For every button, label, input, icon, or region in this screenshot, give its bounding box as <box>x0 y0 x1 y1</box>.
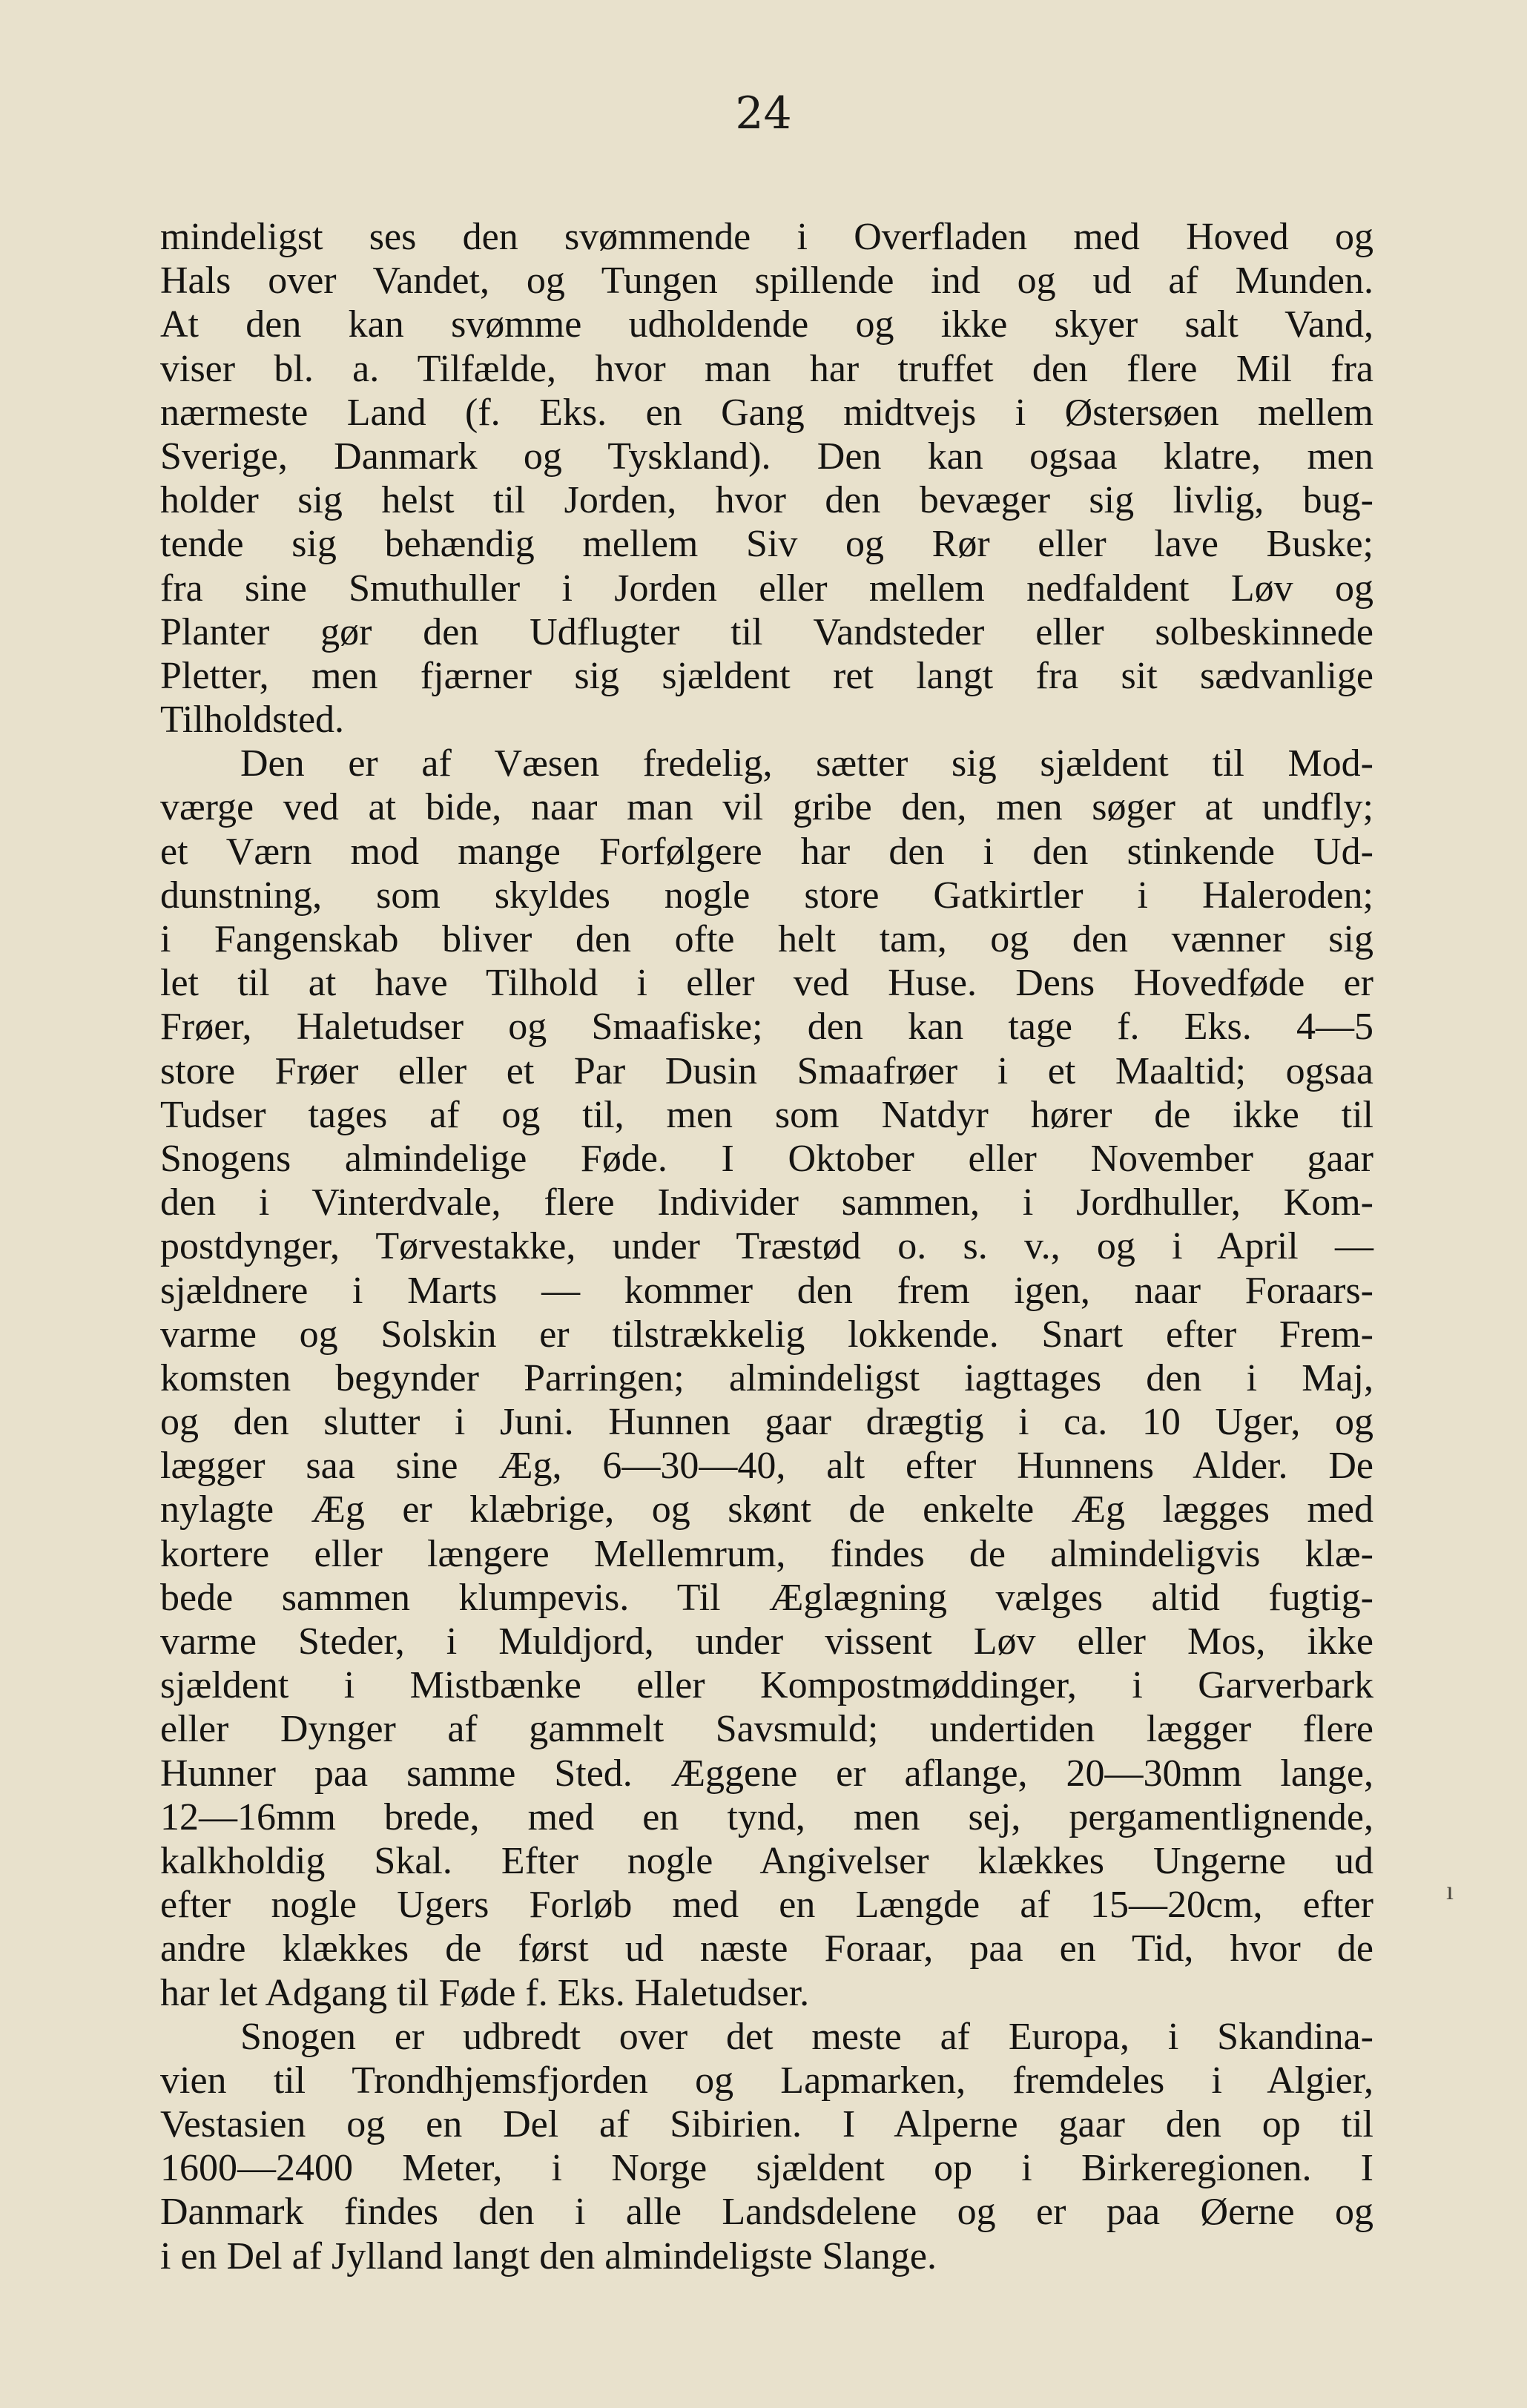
text-line: dunstning, som skyldes nogle store Gatkirtler i Haleroden; <box>160 874 1373 917</box>
text-line: 1600—2400 Meter, i Norge sjældent op i Birkeregionen. I <box>160 2147 1373 2190</box>
text-line: sjældnere i Marts — kommer den frem igen, naar Foraars- <box>160 1269 1373 1312</box>
text-line: efter nogle Ugers Forløb med en Længde af 15—20cm, efter <box>160 1884 1373 1927</box>
text-line: har let Adgang til Føde f. Eks. Haletudser. <box>160 1971 810 2014</box>
page-number: 24 <box>735 88 792 139</box>
text-line: store Frøer eller et Par Dusin Smaafrøer i et Maaltid; ogsaa <box>160 1049 1373 1092</box>
text-line: eller Dynger af gammelt Savsmuld; undertiden lægger flere <box>160 1708 1373 1751</box>
text-line: let til at have Tilhold i eller ved Huse. Dens Hovedføde er <box>160 962 1373 1005</box>
text-line: bede sammen klumpevis. Til Æglægning vælges altid fugtig- <box>160 1576 1373 1619</box>
text-line: varme og Solskin er tilstrækkelig lokkende. Snart efter Frem- <box>160 1313 1373 1356</box>
text-line: den i Vinterdvale, flere Individer sammen, i Jordhuller, Kom- <box>160 1181 1373 1224</box>
text-line: lægger saa sine Æg, 6—30—40, alt efter Hunnens Alder. De <box>160 1445 1373 1488</box>
text-line: nylagte Æg er klæbrige, og skønt de enkelte Æg lægges med <box>160 1488 1373 1531</box>
text-line: postdynger, Tørvestakke, under Træstød o. s. v., og i April — <box>160 1225 1373 1268</box>
text-line: komsten begynder Parringen; almindeligst iagttages den i Maj, <box>160 1356 1373 1399</box>
text-line: Vestasien og en Del af Sibirien. I Alperne gaar den op til <box>160 2103 1373 2146</box>
text-line: viser bl. a. Tilfælde, hvor man har truffet den flere Mil fra <box>160 347 1373 390</box>
text-line: kortere eller længere Mellemrum, findes de almindeligvis klæ- <box>160 1532 1373 1575</box>
text-line: 12—16mm brede, med en tynd, men sej, pergamentlignende, <box>160 1795 1373 1838</box>
text-line: nærmeste Land (f. Eks. en Gang midtvejs i Østersøen mellem <box>160 391 1373 434</box>
text-line: Snogens almindelige Føde. I Oktober eller November gaar <box>160 1137 1373 1180</box>
text-line: mindeligst ses den svømmende i Overfladen med Hoved og <box>160 216 1373 258</box>
text-line: Hunner paa samme Sted. Æggene er aflange, 20—30mm lange, <box>160 1752 1373 1795</box>
text-line: Tudser tages af og til, men som Natdyr hører de ikke til <box>160 1093 1373 1136</box>
text-line: et Værn mod mange Forfølgere har den i den stinkende Ud- <box>160 830 1373 873</box>
text-line: tende sig behændig mellem Siv og Rør eller lave Buske; <box>160 523 1373 566</box>
text-line: varme Steder, i Muldjord, under vissent Løv eller Mos, ikke <box>160 1620 1373 1663</box>
text-line: og den slutter i Juni. Hunnen gaar drægtig i ca. 10 Uger, og <box>160 1401 1373 1444</box>
text-line: kalkholdig Skal. Efter nogle Angivelser klækkes Ungerne ud <box>160 1839 1373 1882</box>
text-line: Hals over Vandet, og Tungen spillende ind og ud af Munden. <box>160 260 1373 303</box>
text-line: Snogen er udbredt over det meste af Europa, i Skandina- <box>240 2015 1373 2058</box>
text-line: Planter gør den Udflugter til Vandsteder eller solbeskinnede <box>160 610 1373 653</box>
text-line: Sverige, Danmark og Tyskland). Den kan ogsaa klatre, men <box>160 435 1373 478</box>
body-text <box>160 215 1373 2278</box>
margin-mark: ı <box>1446 1876 1454 1905</box>
text-line: holder sig helst til Jorden, hvor den bevæger sig livlig, bug- <box>160 479 1373 522</box>
text-line: sjældent i Mistbænke eller Kompostmøddinger, i Garverbark <box>160 1664 1373 1707</box>
text-line: Frøer, Haletudser og Smaafiske; den kan tage f. Eks. 4—5 <box>160 1006 1373 1049</box>
text-line: Pletter, men fjærner sig sjældent ret langt fra sit sædvanlige <box>160 654 1373 697</box>
text-line: andre klækkes de først ud næste Foraar, paa en Tid, hvor de <box>160 1927 1373 1970</box>
text-line: værge ved at bide, naar man vil gribe den, men søger at undfly; <box>160 786 1373 829</box>
text-line: Tilholdsted. <box>160 699 345 742</box>
text-line: Den er af Væsen fredelig, sætter sig sjældent til Mod- <box>240 742 1373 785</box>
text-line: vien til Trondhjemsfjorden og Lapmarken, fremdeles i Algier, <box>160 2059 1373 2102</box>
text-line: At den kan svømme udholdende og ikke skyer salt Vand, <box>160 303 1373 346</box>
text-line: fra sine Smuthuller i Jorden eller mellem nedfaldent Løv og <box>160 567 1373 610</box>
text-line: i Fangenskab bliver den ofte helt tam, og den vænner sig <box>160 918 1373 960</box>
text-line: i en Del af Jylland langt den almindeligste Slange. <box>160 2234 937 2277</box>
text-line: Danmark findes den i alle Landsdelene og er paa Øerne og <box>160 2191 1373 2234</box>
